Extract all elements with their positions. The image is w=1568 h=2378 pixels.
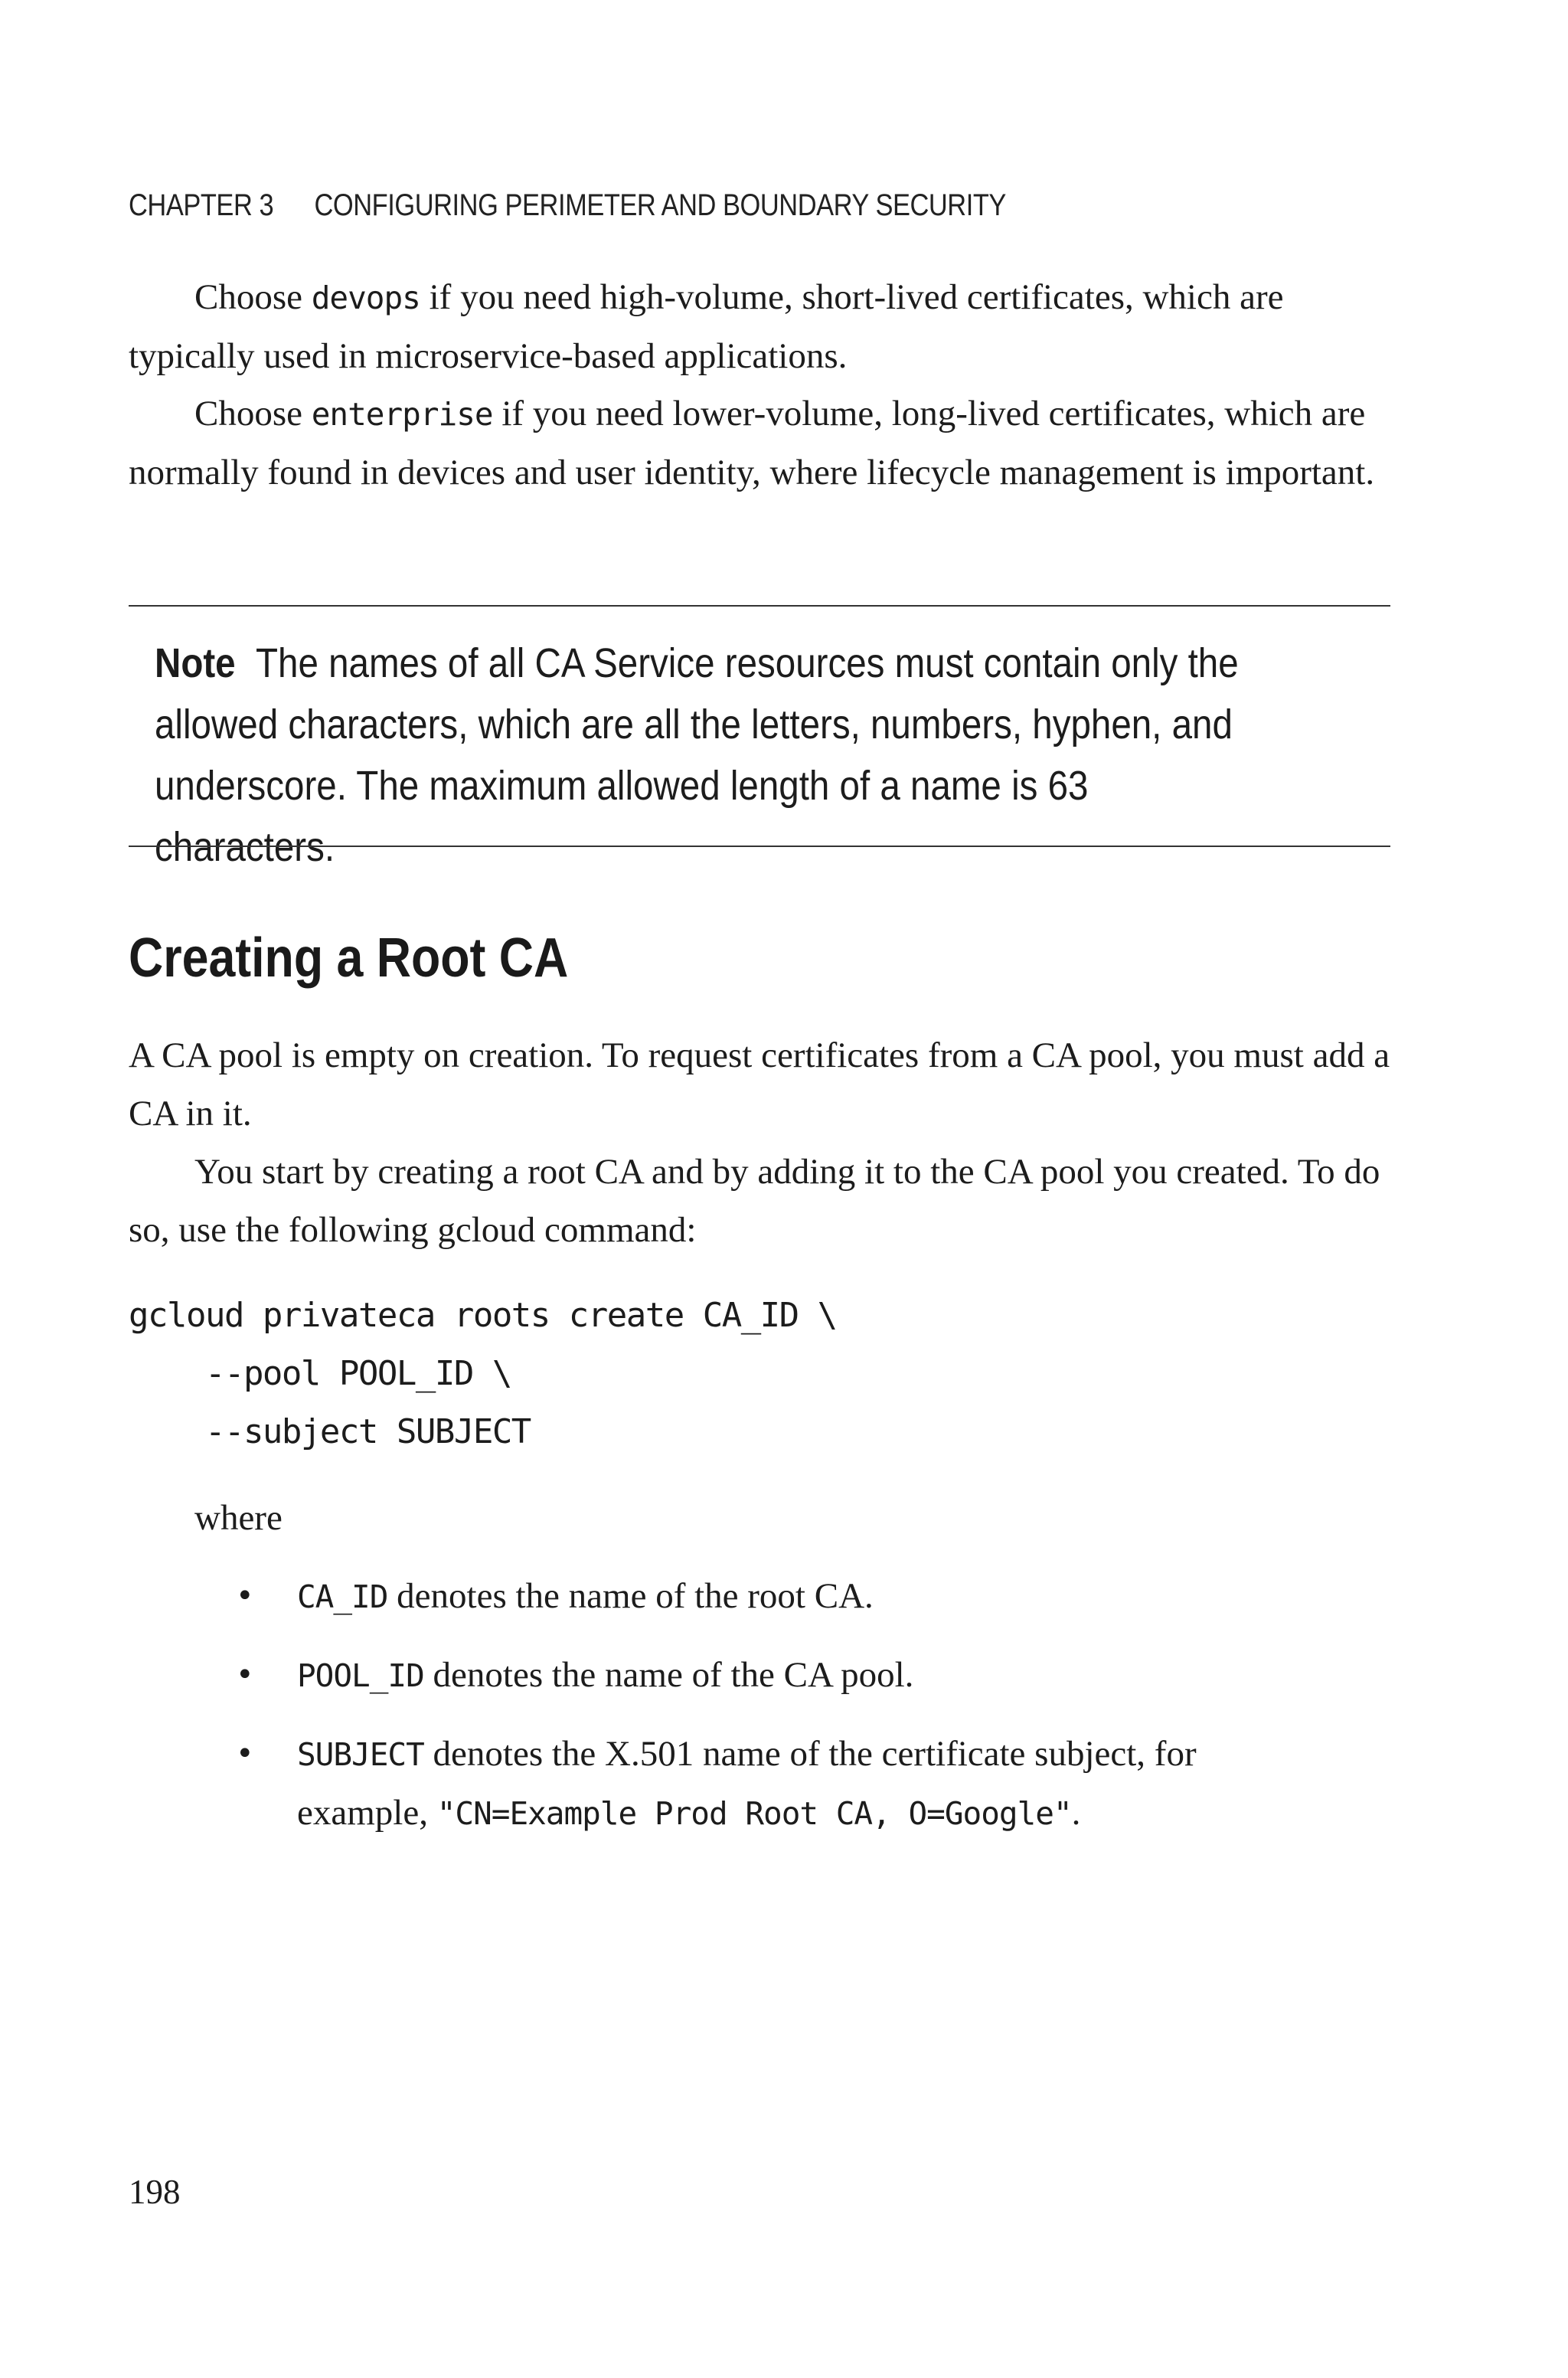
bullet-icon: • bbox=[236, 1578, 254, 1614]
bullet-icon: • bbox=[236, 1736, 254, 1771]
param-description: denotes the X.501 name of the certificate subject, for example, bbox=[297, 1734, 1197, 1833]
note-bottom-rule bbox=[129, 846, 1390, 847]
subject-example: "CN=Example Prod Root CA, O=Google" bbox=[436, 1795, 1072, 1832]
list-item: • SUBJECT denotes the X.501 name of the certificate subject, for example, "CN=Example Prod Root CA, O=Google". bbox=[129, 1725, 1390, 1843]
section-heading: Creating a Root CA bbox=[129, 927, 569, 989]
paragraph-ca-pool: A CA pool is empty on creation. To request certificates from a CA pool, you must add a CA in it. bbox=[129, 1035, 1390, 1133]
param-name: SUBJECT bbox=[297, 1736, 424, 1773]
code-line: gcloud privateca roots create CA_ID \ bbox=[129, 1296, 837, 1335]
paragraph-devops: Choose devops if you need high-volume, short-lived certificates, which are typically used in microservice-based applications. bbox=[129, 277, 1284, 376]
note-top-rule bbox=[129, 605, 1390, 607]
param-name: POOL_ID bbox=[297, 1657, 424, 1694]
param-description: denotes the name of the root CA. bbox=[387, 1576, 874, 1616]
bullet-icon: • bbox=[236, 1657, 254, 1693]
paragraph-root-ca: You start by creating a root CA and by adding it to the CA pool you created. To do so, use the following gcloud command: bbox=[129, 1152, 1380, 1250]
page-number: 198 bbox=[129, 2173, 181, 2211]
inline-code-devops: devops bbox=[311, 280, 420, 316]
param-description: denotes the name of the CA pool. bbox=[423, 1655, 914, 1695]
chapter-number: CHAPTER 3 bbox=[129, 188, 274, 222]
code-line: --subject SUBJECT bbox=[129, 1412, 531, 1451]
note-label: Note bbox=[155, 640, 236, 686]
note-box bbox=[155, 633, 1273, 878]
chapter-title: CONFIGURING PERIMETER AND BOUNDARY SECURITY bbox=[314, 188, 1006, 222]
inline-code-enterprise: enterprise bbox=[311, 396, 493, 433]
list-item bbox=[129, 1646, 1390, 1705]
list-item bbox=[129, 1567, 1390, 1626]
parameter-list bbox=[129, 1567, 1390, 1863]
paragraph-enterprise: Choose enterprise if you need lower-volume, long-lived certificates, which are normally found in devices and user identity, where lifecycle management is important. bbox=[129, 394, 1375, 492]
code-block bbox=[129, 1287, 837, 1461]
note-text: The names of all CA Service resources must contain only the allowed characters, which are all the letters, numbers, hyphen, and underscore. The maximum allowed length of a name is 63 characters. bbox=[155, 640, 1239, 870]
code-line: --pool POOL_ID \ bbox=[129, 1354, 511, 1393]
running-header bbox=[129, 188, 1006, 223]
param-name: CA_ID bbox=[297, 1578, 388, 1615]
where-label: where bbox=[194, 1498, 283, 1538]
